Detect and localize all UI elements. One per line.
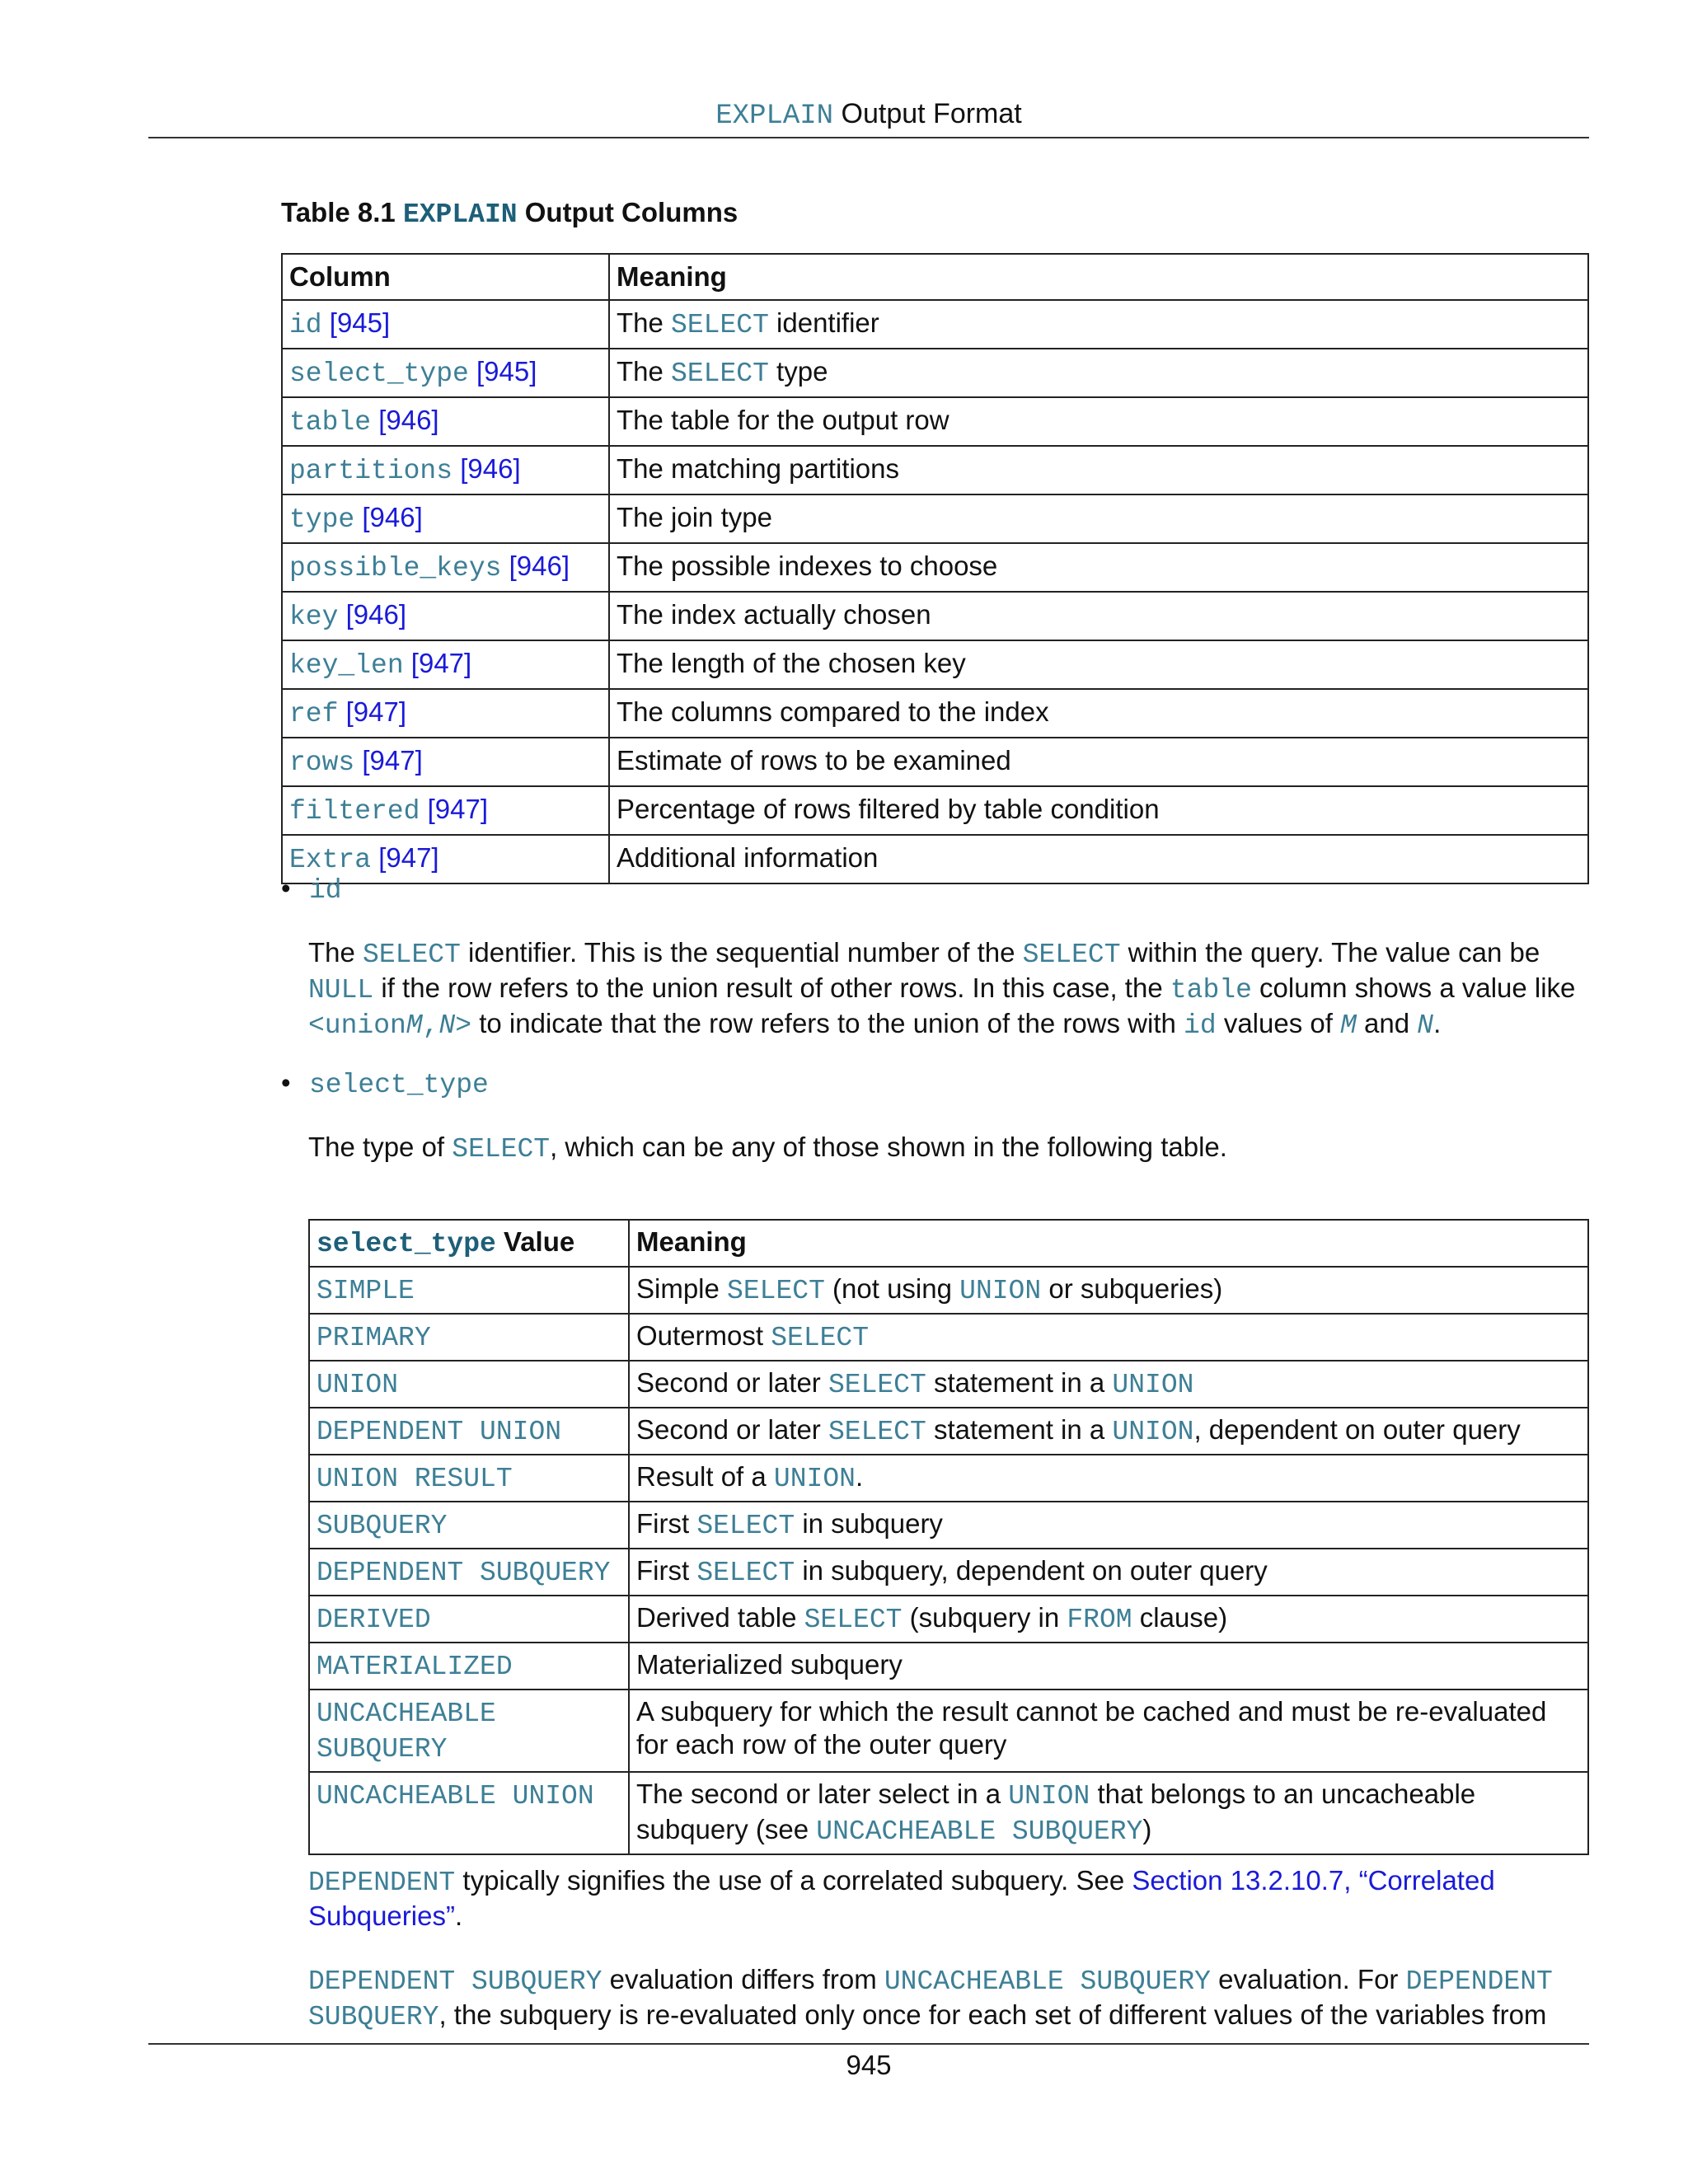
meaning-code: SELECT bbox=[696, 1511, 795, 1541]
value-cell bbox=[309, 1408, 629, 1455]
meaning-cell bbox=[629, 1690, 1588, 1772]
meaning-text: A subquery for which the result cannot be cached and must be re-evaluated for each row of the outer query bbox=[636, 1696, 1547, 1760]
meaning-cell bbox=[609, 446, 1588, 494]
meaning-text: The join type bbox=[617, 502, 772, 532]
meaning-code: SELECT bbox=[771, 1323, 870, 1353]
text-segment: . bbox=[454, 1900, 463, 1931]
meaning-text: . bbox=[855, 1461, 864, 1492]
table-row bbox=[282, 689, 1588, 738]
evaluation-paragraph bbox=[308, 1963, 1589, 2034]
select-code: SELECT bbox=[363, 940, 461, 970]
column-name: key bbox=[289, 602, 339, 632]
table-row bbox=[309, 1690, 1588, 1772]
table-row bbox=[282, 592, 1588, 640]
dependent-subquery-code: DEPENDENT SUBQUERY bbox=[308, 1966, 603, 1997]
table-header-row bbox=[282, 254, 1588, 300]
select-type-value: PRIMARY bbox=[316, 1323, 431, 1353]
meaning-code: SELECT bbox=[696, 1558, 795, 1588]
caption-code: EXPLAIN bbox=[402, 199, 518, 230]
meaning-text: in subquery, dependent on outer query bbox=[795, 1555, 1268, 1586]
select-type-value: UNION bbox=[316, 1370, 399, 1400]
value-cell bbox=[309, 1549, 629, 1596]
meaning-text: or subqueries) bbox=[1041, 1273, 1223, 1304]
explain-output-columns-table bbox=[281, 253, 1589, 884]
meaning-code: FROM bbox=[1067, 1605, 1132, 1635]
caption-suffix: Output Columns bbox=[517, 197, 738, 227]
column-name: filtered bbox=[289, 796, 420, 827]
column-name: ref bbox=[289, 699, 339, 729]
page-ref-link[interactable]: [946] bbox=[501, 551, 570, 581]
meaning-cell bbox=[609, 738, 1588, 786]
text-segment: column shows a value like bbox=[1251, 972, 1576, 1003]
meaning-text: Outermost bbox=[636, 1320, 771, 1351]
select-code: SELECT bbox=[1022, 940, 1121, 970]
column-cell bbox=[282, 592, 609, 640]
meaning-text: Percentage of rows filtered by table condition bbox=[617, 794, 1160, 824]
column-cell bbox=[282, 786, 609, 835]
meaning-text: The matching partitions bbox=[617, 453, 900, 484]
meaning-cell bbox=[629, 1596, 1588, 1643]
table-row bbox=[282, 494, 1588, 543]
column-name: select_type bbox=[289, 359, 469, 389]
footer-rule bbox=[148, 2043, 1589, 2045]
page-ref-link[interactable]: [945] bbox=[321, 307, 391, 338]
meaning-code: UNION bbox=[773, 1464, 856, 1494]
meaning-text: in subquery bbox=[795, 1508, 943, 1539]
table-row bbox=[309, 1455, 1588, 1502]
meaning-cell bbox=[609, 300, 1588, 349]
column-cell bbox=[282, 349, 609, 397]
section-link[interactable]: Section 13.2.10.7, “Correlated Subqueries” bbox=[308, 1865, 1495, 1931]
value-cell bbox=[309, 1502, 629, 1549]
meaning-text: First bbox=[636, 1555, 697, 1586]
meaning-text: Second or later bbox=[636, 1367, 828, 1398]
select-type-value: UNION RESULT bbox=[316, 1464, 513, 1494]
page-ref-link[interactable]: [946] bbox=[354, 502, 423, 532]
meaning-text: The bbox=[617, 307, 672, 338]
meaning-code: UNION bbox=[1112, 1370, 1194, 1400]
text-segment: identifier. This is the sequential number of the bbox=[460, 937, 1023, 968]
uncacheable-subquery-code: UNCACHEABLE SUBQUERY bbox=[884, 1966, 1211, 1997]
meaning-text: First bbox=[636, 1508, 697, 1539]
text-segment: to indicate that the row refers to the union of the rows with bbox=[471, 1008, 1184, 1038]
column-cell bbox=[282, 397, 609, 446]
text-segment: values of bbox=[1216, 1008, 1341, 1038]
meaning-cell bbox=[629, 1772, 1588, 1854]
meaning-code: SELECT bbox=[671, 359, 769, 389]
text-segment: , the subquery is re-evaluated only once for each set of different values of the variables from bbox=[438, 1999, 1547, 2030]
bullet-select-type bbox=[281, 1065, 489, 1104]
bullet-id bbox=[281, 870, 342, 909]
value-cell bbox=[309, 1690, 629, 1772]
meaning-text: that belongs to an uncacheable subquery (see bbox=[636, 1779, 1476, 1844]
column-name: rows bbox=[289, 748, 355, 778]
meaning-text: The index actually chosen bbox=[617, 599, 931, 630]
select-type-value: DERIVED bbox=[316, 1605, 431, 1635]
meaning-code: SELECT bbox=[804, 1605, 903, 1635]
page-ref-link[interactable]: [947] bbox=[420, 794, 489, 824]
meaning-text: Simple bbox=[636, 1273, 728, 1304]
select-type-value: SUBQUERY bbox=[316, 1511, 448, 1541]
value-header bbox=[309, 1220, 629, 1267]
meaning-cell bbox=[609, 689, 1588, 738]
value-cell bbox=[309, 1361, 629, 1408]
select-type-description bbox=[308, 1131, 1589, 1166]
table-row bbox=[309, 1643, 1588, 1690]
header-text: Output Format bbox=[833, 98, 1022, 129]
table-row bbox=[309, 1314, 1588, 1361]
meaning-code: SELECT bbox=[727, 1276, 825, 1306]
meaning-text: Estimate of rows to be examined bbox=[617, 745, 1011, 776]
caption-prefix: Table 8.1 bbox=[281, 197, 403, 227]
m-var: M bbox=[406, 1010, 423, 1041]
column-name: table bbox=[289, 407, 372, 438]
meaning-text: identifier bbox=[768, 307, 879, 338]
meaning-text: ) bbox=[1142, 1814, 1152, 1844]
select-type-value: UNCACHEABLE UNION bbox=[316, 1781, 594, 1811]
meaning-code: SELECT bbox=[671, 310, 769, 340]
value-cell bbox=[309, 1267, 629, 1314]
table-row bbox=[309, 1502, 1588, 1549]
page-ref-link[interactable]: [947] bbox=[403, 648, 472, 678]
meaning-header: Meaning bbox=[629, 1220, 1588, 1267]
column-cell bbox=[282, 446, 609, 494]
table-caption bbox=[281, 194, 738, 233]
dependent-subquery-code: DEPENDENT SUBQUERY bbox=[308, 1966, 1553, 2032]
running-header bbox=[148, 96, 1589, 134]
meaning-text: statement in a bbox=[926, 1367, 1113, 1398]
select-type-value: DEPENDENT SUBQUERY bbox=[316, 1558, 611, 1588]
table-row bbox=[282, 786, 1588, 835]
meaning-code: UNION bbox=[959, 1276, 1042, 1306]
null-code: NULL bbox=[308, 975, 374, 1005]
dependent-paragraph bbox=[308, 1864, 1589, 1933]
n-var: N bbox=[438, 1010, 456, 1041]
meaning-code: UNION bbox=[1008, 1781, 1090, 1811]
meaning-text: The second or later select in a bbox=[636, 1779, 1009, 1809]
value-cell bbox=[309, 1455, 629, 1502]
column-cell bbox=[282, 738, 609, 786]
union-code-end: > bbox=[455, 1010, 472, 1041]
column-name: type bbox=[289, 504, 355, 535]
table-row bbox=[282, 738, 1588, 786]
table-row bbox=[309, 1361, 1588, 1408]
n-var: N bbox=[1417, 1010, 1434, 1041]
comma-code: , bbox=[422, 1010, 439, 1041]
id-code: id bbox=[1184, 1010, 1217, 1041]
column-name: partitions bbox=[289, 456, 453, 486]
select-type-value: SIMPLE bbox=[316, 1276, 415, 1306]
table-row bbox=[282, 835, 1588, 883]
column-cell bbox=[282, 689, 609, 738]
meaning-text: The table for the output row bbox=[617, 405, 950, 435]
table-row bbox=[282, 640, 1588, 689]
text-segment: evaluation differs from bbox=[602, 1964, 884, 1994]
meaning-code: SELECT bbox=[828, 1370, 926, 1400]
meaning-cell bbox=[609, 494, 1588, 543]
meaning-text: Derived table bbox=[636, 1602, 804, 1633]
select-code: SELECT bbox=[452, 1134, 551, 1165]
column-name: key_len bbox=[289, 650, 404, 681]
meaning-cell bbox=[629, 1549, 1588, 1596]
meaning-text: (subquery in bbox=[902, 1602, 1067, 1633]
meaning-cell bbox=[609, 397, 1588, 446]
column-name: Extra bbox=[289, 845, 372, 875]
header-rule bbox=[148, 137, 1589, 138]
meaning-cell bbox=[629, 1314, 1588, 1361]
table-row bbox=[282, 397, 1588, 446]
meaning-cell bbox=[609, 786, 1588, 835]
id-description bbox=[308, 936, 1589, 1043]
meaning-text: Result of a bbox=[636, 1461, 774, 1492]
column-cell bbox=[282, 300, 609, 349]
page-ref-link[interactable]: [947] bbox=[338, 696, 406, 727]
text-segment: evaluation. For bbox=[1210, 1964, 1406, 1994]
text-segment: . bbox=[1433, 1008, 1442, 1038]
text-segment: if the row refers to the union result of other rows. In this case, the bbox=[373, 972, 1170, 1003]
table-row bbox=[309, 1772, 1588, 1854]
meaning-text: , dependent on outer query bbox=[1193, 1414, 1521, 1445]
column-cell bbox=[282, 640, 609, 689]
header-code: select_type bbox=[316, 1229, 496, 1259]
text-segment: , which can be any of those shown in the following table. bbox=[550, 1132, 1227, 1162]
value-cell bbox=[309, 1772, 629, 1854]
meaning-code: SELECT bbox=[828, 1417, 926, 1447]
column-name: id bbox=[289, 310, 322, 340]
text-segment: within the query. The value can be bbox=[1120, 937, 1540, 968]
table-row bbox=[309, 1267, 1588, 1314]
select-type-value: MATERIALIZED bbox=[316, 1652, 513, 1682]
meaning-cell bbox=[629, 1455, 1588, 1502]
meaning-cell bbox=[629, 1502, 1588, 1549]
table-row bbox=[309, 1596, 1588, 1643]
meaning-text: clause) bbox=[1132, 1602, 1228, 1633]
m-var: M bbox=[1340, 1010, 1357, 1041]
text-segment: The bbox=[308, 937, 363, 968]
meaning-text: The possible indexes to choose bbox=[617, 551, 998, 581]
text-segment: The type of bbox=[308, 1132, 452, 1162]
meaning-text: statement in a bbox=[926, 1414, 1113, 1445]
column-cell bbox=[282, 543, 609, 592]
table-row bbox=[282, 349, 1588, 397]
meaning-text: (not using bbox=[824, 1273, 960, 1304]
meaning-cell bbox=[609, 592, 1588, 640]
meaning-text: The length of the chosen key bbox=[617, 648, 966, 678]
meaning-cell bbox=[609, 835, 1588, 883]
bullet-term: select_type bbox=[309, 1070, 489, 1100]
table-row bbox=[282, 300, 1588, 349]
page-ref-link[interactable]: [946] bbox=[371, 405, 439, 435]
bullet-dot: • bbox=[281, 1067, 291, 1098]
table-row bbox=[309, 1549, 1588, 1596]
header-code: EXPLAIN bbox=[715, 101, 834, 132]
select-type-value: DEPENDENT UNION bbox=[316, 1417, 562, 1447]
meaning-cell bbox=[609, 349, 1588, 397]
page-ref-link[interactable]: [945] bbox=[468, 356, 537, 387]
select-type-values-table bbox=[308, 1219, 1589, 1855]
bullet-dot: • bbox=[281, 873, 291, 903]
table-row bbox=[309, 1408, 1588, 1455]
text-segment: and bbox=[1356, 1008, 1418, 1038]
meaning-cell bbox=[629, 1267, 1588, 1314]
meaning-text: Second or later bbox=[636, 1414, 828, 1445]
table-code: table bbox=[1170, 975, 1252, 1005]
dependent-code: DEPENDENT bbox=[308, 1868, 456, 1898]
meaning-code: UNION bbox=[1112, 1417, 1194, 1447]
value-cell bbox=[309, 1596, 629, 1643]
meaning-text: Materialized subquery bbox=[636, 1649, 903, 1680]
meaning-cell bbox=[609, 543, 1588, 592]
meaning-cell bbox=[629, 1408, 1588, 1455]
meaning-text: The columns compared to the index bbox=[617, 696, 1049, 727]
meaning-cell bbox=[629, 1361, 1588, 1408]
bullet-term: id bbox=[309, 875, 342, 906]
page-number: 945 bbox=[846, 2050, 892, 2080]
meaning-cell bbox=[629, 1643, 1588, 1690]
meaning-text: Additional information bbox=[617, 842, 879, 873]
table-header-row bbox=[309, 1220, 1588, 1267]
meaning-text: type bbox=[768, 356, 828, 387]
meaning-text: The bbox=[617, 356, 672, 387]
meaning-cell bbox=[609, 640, 1588, 689]
page-ref-link[interactable]: [947] bbox=[371, 842, 439, 873]
column-name: possible_keys bbox=[289, 553, 502, 583]
page-ref-link[interactable]: [946] bbox=[452, 453, 521, 484]
select-type-value: UNCACHEABLE SUBQUERY bbox=[316, 1699, 496, 1765]
meaning-code: UNCACHEABLE SUBQUERY bbox=[816, 1816, 1143, 1847]
value-cell bbox=[309, 1643, 629, 1690]
table-row bbox=[282, 446, 1588, 494]
table-row bbox=[282, 543, 1588, 592]
page-ref-link[interactable]: [946] bbox=[338, 599, 406, 630]
meaning-header: Meaning bbox=[609, 254, 1588, 300]
column-cell bbox=[282, 494, 609, 543]
header-suffix: Value bbox=[495, 1226, 575, 1257]
page-ref-link[interactable]: [947] bbox=[354, 745, 423, 776]
union-code: <union bbox=[308, 1010, 406, 1041]
text-segment: typically signifies the use of a correlated subquery. See bbox=[455, 1865, 1132, 1896]
value-cell bbox=[309, 1314, 629, 1361]
column-header: Column bbox=[282, 254, 609, 300]
